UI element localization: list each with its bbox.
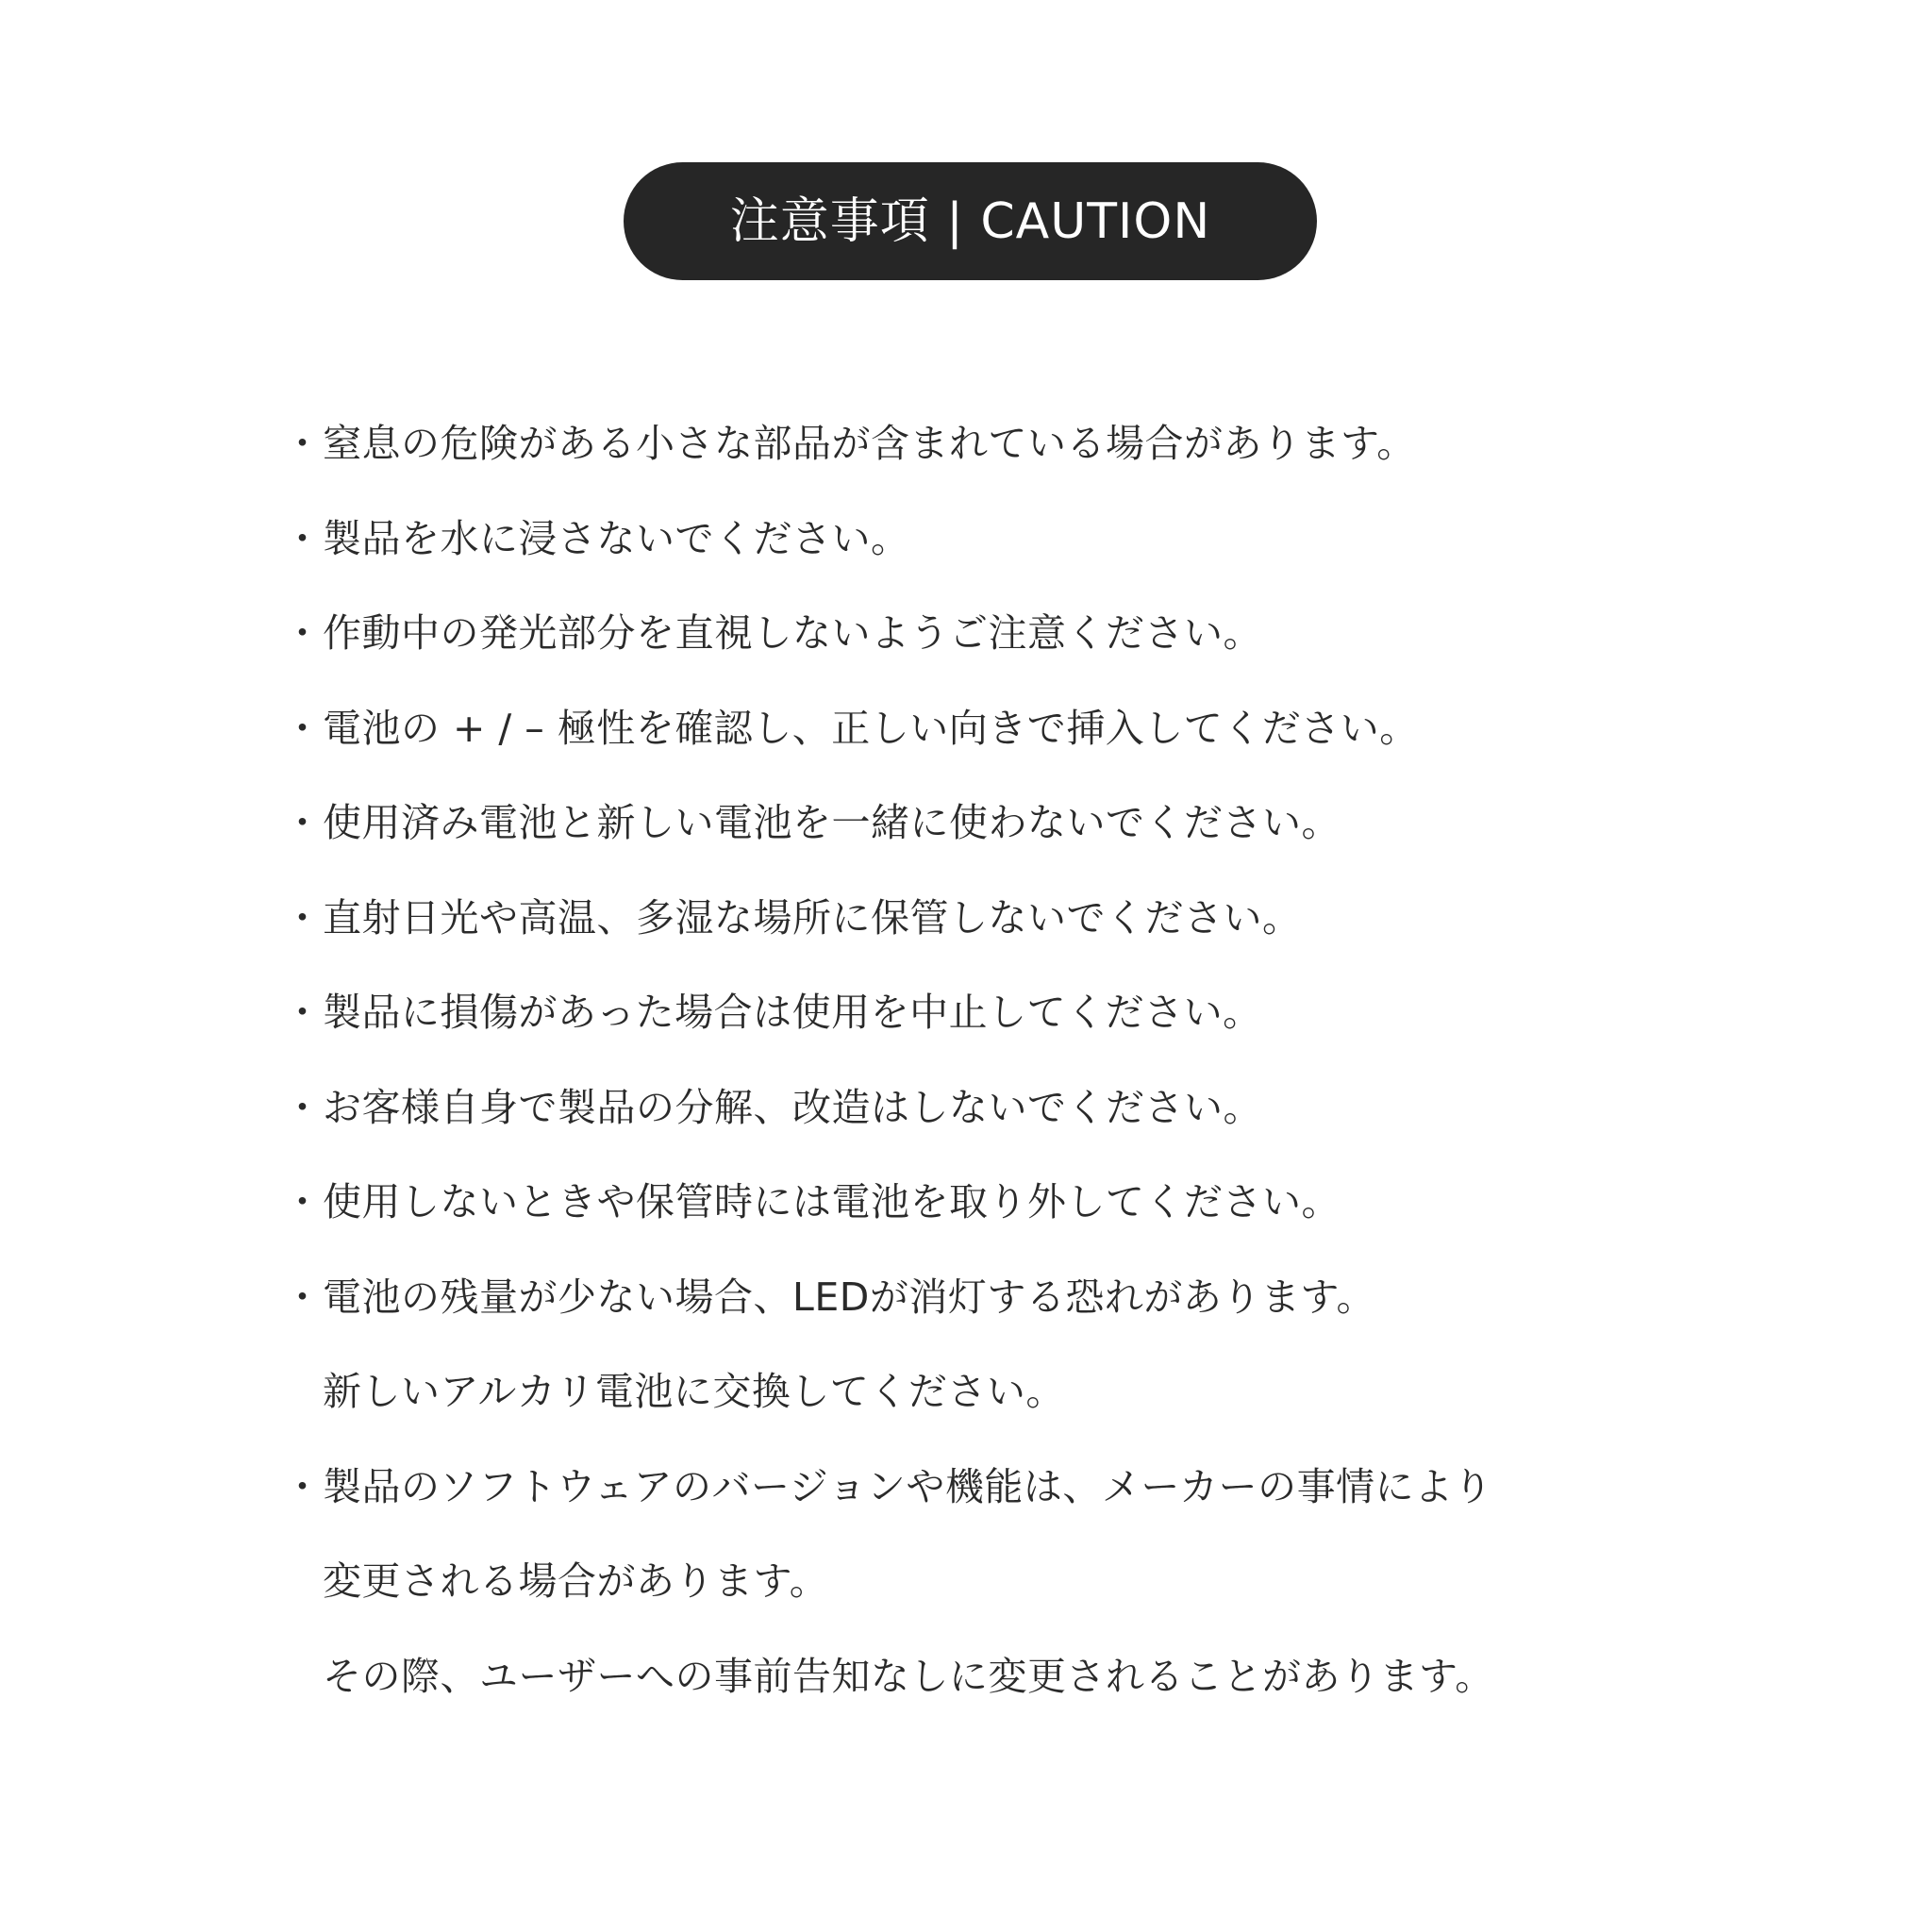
bullet-mark: ・ <box>283 799 323 845</box>
caution-item <box>283 1174 1341 1230</box>
caution-item-text: 新しいアルカリ電池に交換してください。 <box>323 1368 1065 1414</box>
bullet-mark: ・ <box>283 1274 323 1320</box>
bullet-mark: ・ <box>283 609 323 656</box>
caution-item-text: 製品を水に浸さないでください。 <box>323 515 910 561</box>
bullet-mark: ・ <box>283 1084 323 1130</box>
caution-item <box>283 605 1262 661</box>
caution-item <box>283 984 1262 1041</box>
caution-item <box>283 1269 1375 1325</box>
caution-item-text: 製品に損傷があった場合は使用を中止してください。 <box>323 989 1262 1035</box>
page-title: 注意事項 | CAUTION <box>729 192 1211 250</box>
bullet-mark: ・ <box>283 705 323 751</box>
caution-item-continuation <box>283 1363 1065 1420</box>
bullet-mark: ・ <box>283 1463 323 1509</box>
caution-item <box>283 890 1302 946</box>
caution-item <box>283 700 1419 757</box>
caution-item-text: お客様自身で製品の分解、改造はしないでください。 <box>323 1084 1262 1130</box>
caution-item-text: 電池の残量が少ない場合、LEDが消灯する恐れがあります。 <box>323 1274 1376 1320</box>
caution-item-text: 製品のソフトウェアのバージョンや機能は、メーカーの事情により <box>323 1463 1493 1509</box>
bullet-mark: ・ <box>283 894 323 941</box>
caution-item <box>283 415 1416 472</box>
bullet-mark: ・ <box>283 515 323 561</box>
bullet-mark: ・ <box>283 420 323 466</box>
caution-item-text: 電池の + / – 極性を確認し、正しい向きで挿入してください。 <box>323 705 1419 751</box>
caution-item <box>283 1079 1262 1136</box>
caution-item-text: 直射日光や高温、多湿な場所に保管しないでください。 <box>323 894 1302 941</box>
caution-item-text: その際、ユーザーへの事前告知なしに変更されることがあります。 <box>323 1653 1494 1699</box>
caution-item-continuation <box>283 1648 1494 1705</box>
caution-item-text: 窒息の危険がある小さな部品が含まれている場合があります。 <box>323 420 1416 466</box>
bullet-mark: ・ <box>283 1178 323 1224</box>
caution-item-text: 使用しないときや保管時には電池を取り外してください。 <box>323 1178 1341 1224</box>
caution-item-text: 使用済み電池と新しい電池を一緒に使わないでください。 <box>323 799 1341 845</box>
caution-item <box>283 794 1341 851</box>
caution-item-text: 作動中の発光部分を直視しないようご注意ください。 <box>323 609 1262 656</box>
caution-item <box>283 1458 1492 1515</box>
caution-title-badge <box>624 162 1317 280</box>
caution-item <box>283 510 910 567</box>
bullet-mark: ・ <box>283 989 323 1035</box>
caution-item-text: 変更される場合があります。 <box>323 1557 829 1604</box>
caution-item-continuation <box>283 1553 828 1609</box>
